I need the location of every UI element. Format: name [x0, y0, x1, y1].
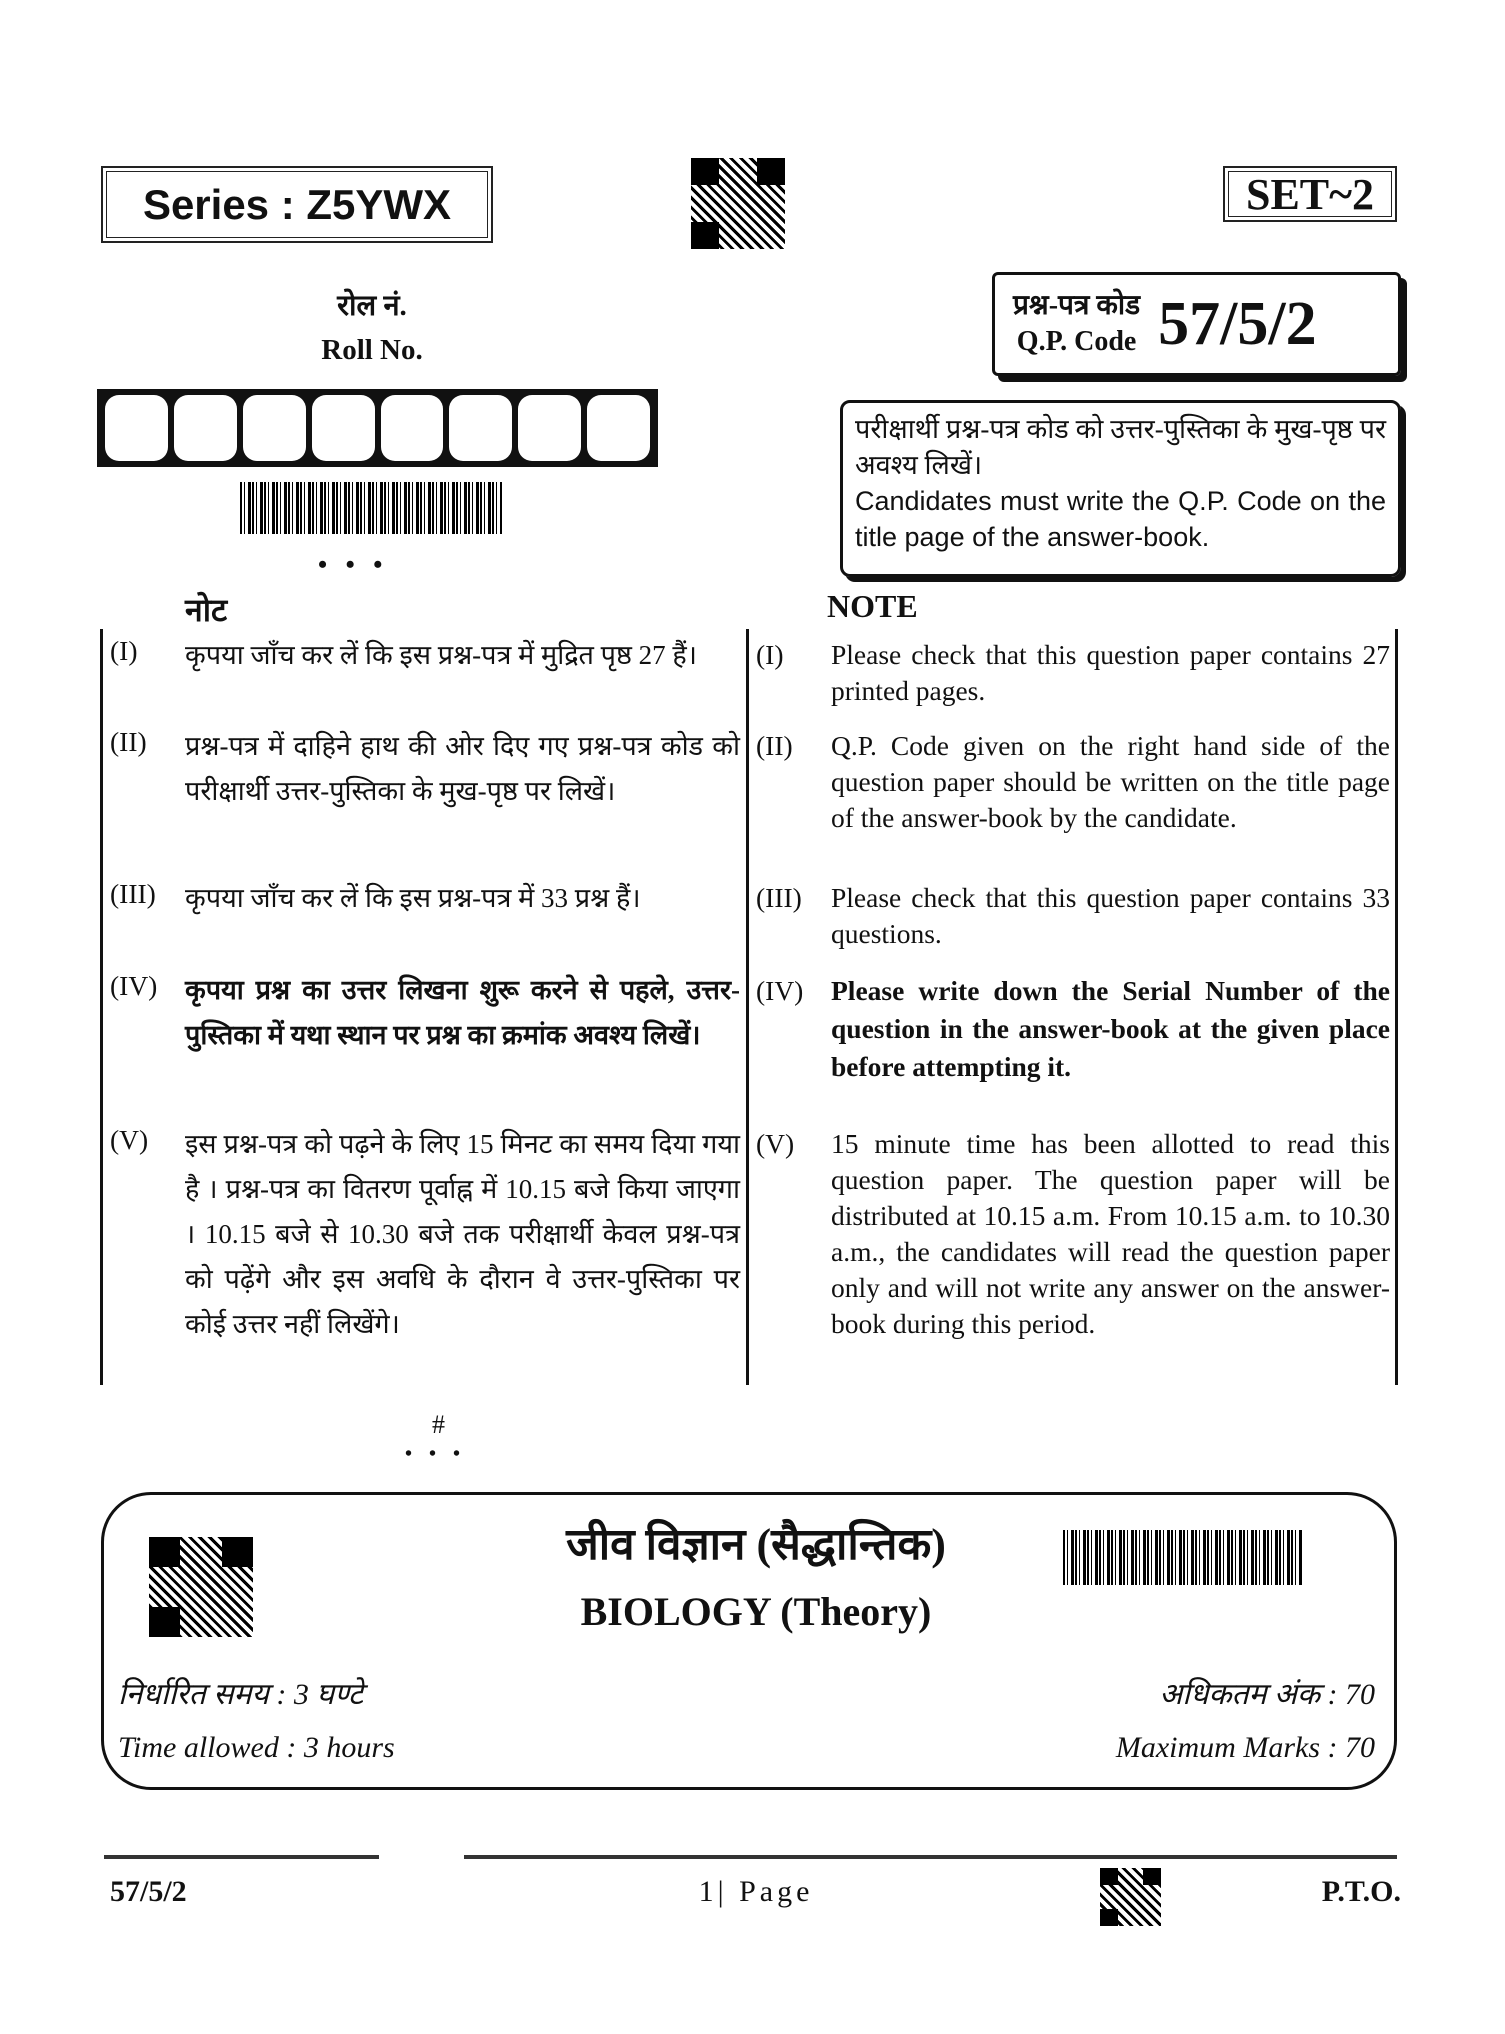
- max-marks-hindi: अधिकतम अंक : 70: [1159, 1678, 1375, 1711]
- note-item-hindi: [110, 724, 740, 814]
- divider: [100, 629, 103, 1385]
- note-item: [756, 972, 1390, 1086]
- series-box: Series : Z5YWX: [101, 166, 493, 243]
- candidate-note-hindi: परीक्षार्थी प्रश्न-पत्र कोड को उत्तर-पुस्तिका के मुख-पृष्ठ पर अवश्य लिखें।: [855, 414, 1386, 480]
- roll-number-boxes: [97, 389, 658, 467]
- dots-marker: • • •: [318, 550, 389, 579]
- roll-digit-box: [174, 395, 237, 461]
- item-text: कृपया प्रश्न का उत्तर लिखना शुरू करने से पहले, उत्तर-पुस्तिका में यथा स्थान पर प्रश्न का क्रमांक अवश्य लिखें।: [185, 975, 740, 1050]
- divider: [746, 629, 749, 1385]
- time-allowed: Time allowed : 3 hours: [118, 1731, 395, 1764]
- note-item: [756, 880, 1390, 952]
- footer-rule: [104, 1855, 379, 1859]
- roll-digit-box: [105, 395, 168, 461]
- qr-code-icon: [691, 158, 785, 249]
- qp-label: Q.P. Code: [1016, 326, 1137, 357]
- footer-qp-code: 57/5/2: [110, 1875, 187, 1908]
- dots-marker: • • •: [405, 1443, 467, 1465]
- qr-code-icon: [1100, 1868, 1161, 1926]
- roll-label: Roll No.: [321, 334, 423, 366]
- time-allowed-hindi: निर्धारित समय : 3 घण्टे: [118, 1678, 364, 1711]
- item-number: (II): [756, 730, 793, 761]
- item-text: प्रश्न-पत्र में दाहिने हाथ की ओर दिए गए प्रश्न-पत्र कोड को परीक्षार्थी उत्तर-पुस्तिका के मुख-पृष्ठ पर लिखें।: [185, 731, 740, 806]
- note-item: [756, 728, 1390, 836]
- qp-code-box: [992, 272, 1401, 376]
- hash-marker: #: [432, 1410, 445, 1439]
- pto-label: P.T.O.: [1321, 1875, 1401, 1908]
- item-number: (V): [756, 1128, 795, 1159]
- roll-digit-box: [518, 395, 581, 461]
- divider: [1395, 629, 1398, 1385]
- note-item-hindi: [110, 876, 740, 921]
- candidate-note: Candidates must write the Q.P. Code on the title page of the answer-book.: [855, 486, 1386, 552]
- item-number: (I): [756, 639, 784, 670]
- item-text: कृपया जाँच कर लें कि इस प्रश्न-पत्र में मुद्रित पृष्ठ 27 हैं।: [185, 640, 697, 670]
- barcode-icon: [1063, 1530, 1303, 1585]
- item-text: कृपया जाँच कर लें कि इस प्रश्न-पत्र में 33 प्रश्न हैं।: [185, 883, 641, 913]
- subject-title: BIOLOGY (Theory): [580, 1589, 932, 1634]
- note-item: [756, 1126, 1390, 1342]
- item-text: Q.P. Code given on the right hand side of the question paper should be written on the title page of the answer-book by the candidate.: [831, 730, 1390, 833]
- note-item-hindi: [110, 968, 740, 1058]
- note-heading-hindi: नोट: [185, 592, 228, 628]
- note-item-hindi: [110, 1122, 740, 1347]
- note-item: [756, 637, 1390, 709]
- roll-digit-box: [312, 395, 375, 461]
- item-text: Please write down the Serial Number of the question in the answer-book at the given place before attempting it.: [831, 975, 1390, 1082]
- page-number: 1| Page: [698, 1875, 814, 1908]
- item-text: Please check that this question paper contains 27 printed pages.: [831, 639, 1390, 706]
- item-number: (V): [110, 1124, 149, 1155]
- footer-rule: [464, 1855, 1397, 1859]
- roll-digit-box: [243, 395, 306, 461]
- max-marks: Maximum Marks : 70: [1115, 1731, 1375, 1764]
- qr-code-icon: [149, 1537, 253, 1637]
- roll-digit-box: [587, 395, 650, 461]
- subject-title-hindi: जीव विज्ञान (सैद्धान्तिक): [566, 1520, 946, 1569]
- set-label: SET~2: [1223, 166, 1397, 222]
- item-text: इस प्रश्न-पत्र को पढ़ने के लिए 15 मिनट का समय दिया गया है । प्रश्न-पत्र का वितरण पूर्वाह्न में 10.15 बजे किया जाएगा । 10.15 बजे से 10.30 बजे तक परीक्षार्थी केवल प्रश्न-पत्र को पढ़ेंगे और इस अवधि के दौरान वे उत्तर-पुस्तिका पर कोई उत्तर नहीं लिखेंगे।: [185, 1129, 740, 1339]
- qp-code: 57/5/2: [1158, 289, 1317, 358]
- qp-label-hindi: प्रश्न-पत्र कोड: [1013, 290, 1141, 321]
- roll-digit-box: [381, 395, 444, 461]
- item-text: 15 minute time has been allotted to read this question paper. The question paper will be distributed at 10.15 a.m. From 10.15 a.m. to 10.30 a.m., the candidates will read the question paper only and will not write any answer on the answer-book during this period.: [831, 1128, 1390, 1339]
- item-number: (II): [110, 726, 147, 757]
- item-number: (III): [110, 878, 156, 909]
- note-item-hindi: [110, 633, 740, 678]
- item-number: (I): [110, 635, 138, 666]
- item-text: Please check that this question paper contains 33 questions.: [831, 882, 1390, 949]
- roll-label-hindi: रोल नं.: [337, 290, 407, 322]
- item-number: (IV): [110, 970, 158, 1001]
- item-number: (IV): [756, 975, 804, 1006]
- roll-digit-box: [449, 395, 512, 461]
- candidate-instruction-box: [840, 400, 1401, 577]
- barcode-icon: [240, 482, 502, 534]
- note-heading: NOTE: [827, 588, 918, 624]
- item-number: (III): [756, 882, 802, 913]
